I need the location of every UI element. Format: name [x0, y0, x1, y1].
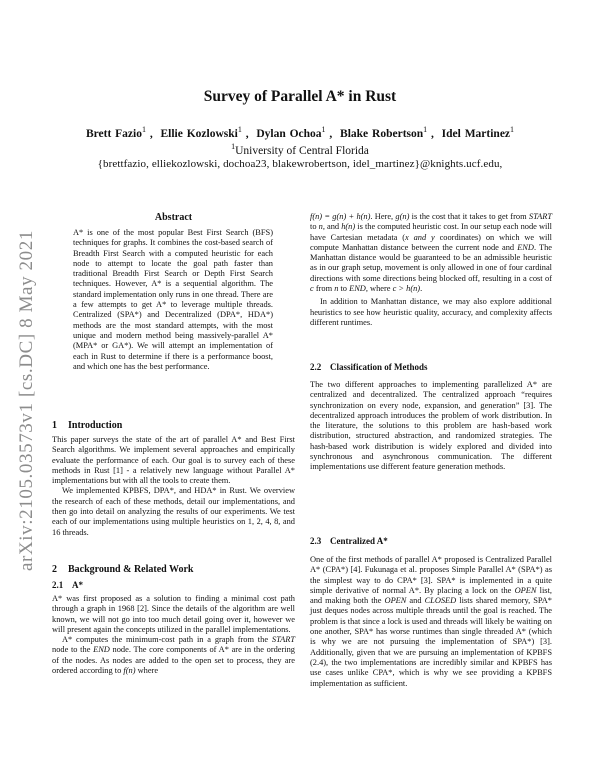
arxiv-stamp: arXiv:2105.03573v1 [cs.DC] 8 May 2021 — [16, 230, 37, 571]
subsection-heading-astar: 2.1 A* — [52, 580, 83, 590]
author-emails: {brettfazio, elliekozlowski, dochoa23, blakewrobertson, idel_martinez}@knights.ucf.edu, — [97, 158, 503, 170]
paper-title: Survey of Parallel A* in Rust — [203, 88, 397, 105]
author-list: Brett Fazio$^1$ , Ellie Kozlowski$^1$ , Dylan Ochoa$^1$ , Blake Robertson$^1$ , Idel Martinez$^1$ — [85, 125, 515, 140]
affiliation: $^1$University of Central Florida — [231, 142, 369, 157]
subsection-heading-classification: 2.2 Classification of Methods — [310, 362, 428, 372]
subsection-heading-centralized: 2.3 Centralized A* — [310, 536, 388, 546]
author: Ellie Kozlowski$^1$ — [160, 125, 242, 140]
author: Blake Robertson$^1$ — [340, 125, 428, 140]
section-heading-background: 2 Background & Related Work — [52, 564, 194, 575]
centralized-body: One of the first methods of parallel A* proposed is Centralized Parallel A* (CPA*) [4]. Fukunaga et al. proposes Simple Parallel A* (SPA*) as the simplest way to do CPA* [3]. SPA* is implemented in a quite simple derivative of normal A*. By placing a lock on the OPEN list, and making both the OPEN and CLOSED lists shared memory, SPA* just deques nodes across multiple threads until the goal is reached. The problem is that since a lock is used and threads will likely be waiting on one another, SPA* has worse runtimes than single threaded A* (which is why we are not pursuing the implementation of SPA*) [3]. Additionally, given that we are pursuing an implementation of KPBFS (2.4), the two implementations are incredibly similar and KPBFS has use cases unlike CPA*, which is why we see providing a KPBFS implementation as sufficient. — [310, 555, 552, 688]
abstract-heading: Abstract — [154, 212, 193, 223]
astar-body: A* was first proposed as a solution to finding a minimal cost path through a graph in 1968 [2]. Since the details of the algorithm are well known, we will not go into too much detail going over it, however we will present again the concepts utilized in the parallel implementations. A* computes the minimum-cost path in a graph from the START node to the END node. The core components of A* are in the ordering of the nodes. As nodes are added to the open set to process, they are ordered according to f(n) where — [52, 594, 295, 676]
author: Dylan Ochoa$^1$ — [256, 125, 326, 140]
abstract-text: A* is one of the most popular Best First Search (BFS) techniques for graphs. It combines the cost-based search of Breadth First Search with a computed heuristic for each node to attempt to locate the goal path faster than traditional Breadth First Search or Depth First Search techniques. However, A* is a sequential algorithm. The standard implementation only runs in one thread. There are a few attempts to get A* to leverage multiple threads. Centralized (SPA*) and Decentralized (DPA*, HDA*) methods are the most standard attempts, with the most unique and modern method being massively-parallel A* (MPA* or GA*). We will attempt an implementation of each in Rust to determine if there is a performance boost, and which one has the best performance. — [73, 228, 273, 371]
author: Idel Martinez$^1$ — [441, 125, 515, 140]
astar-body-continued: f(n) = g(n) + h(n). Here, g(n) is the cost that it takes to get from START to n, and h(n) is the computed heuristic cost. In our setup each node will have Cartesian metadata (x and y coordinates) on which we will compute Manhattan distance between the current node and END. The Manhattan distance would be guaranteed to be an admissible heuristic as in our graph setup, movement is only allowed in one of four cardinal directions with some directions being blocked off, resulting in a cost of c from n to END, where c > h(n). In addition to Manhattan distance, we may also explore additional heuristics to see how heuristic quality, accuracy, and complexity affects different runtimes. — [310, 212, 553, 327]
author: Brett Fazio$^1$ — [85, 125, 146, 140]
section-heading-introduction: 1 Introduction — [52, 420, 123, 431]
introduction-body: This paper surveys the state of the art of parallel A* and Best First Search algorithms. We implement several approaches and empirically evaluate the performance of each. Our goal is to survey each of these methods in Rust [1] - a relatively new language without Parallel A* implementations but with all the tools to create them. We implemented KPBFS, DPA*, and HDA* in Rust. We overview the research of each of these methods, detail our implementations, and then go into detail on analyzing the results of our experiments. We test each of our implementations using multiple heuristics on 1, 2, 4, 8, and 16 threads. — [52, 435, 295, 537]
classification-body: The two different approaches to implementing parallelized A* are centralized and decentralized. The centralized approach “requires synchronization on every node, expansion, and generation” [3]. The decentralized approach introduces the problem of work distribution. In the literature, the solutions to this problem are hash-based work distribution, structured abstraction, and randomized strategies. The hash-based work distribution is widely explored and divided into synchronous and asynchronous communication. The different implementations use different feature generation methods. — [310, 380, 552, 472]
